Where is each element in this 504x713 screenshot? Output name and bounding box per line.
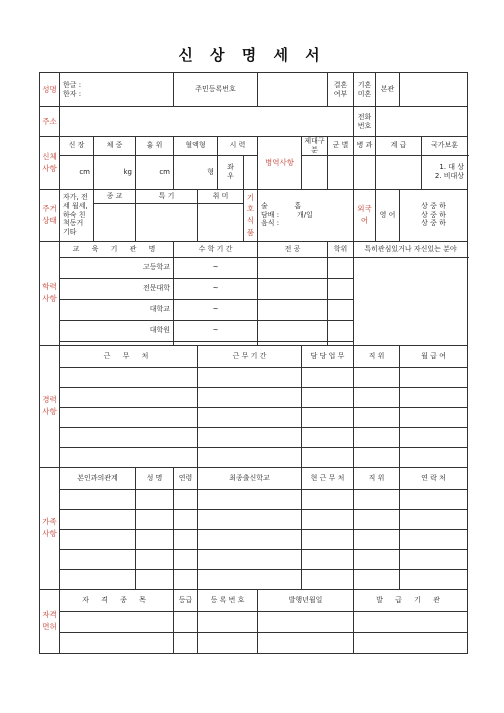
career-cell[interactable]	[354, 447, 400, 467]
family-header-school: 최종출신학교	[198, 467, 302, 489]
phone-field[interactable]	[376, 107, 468, 137]
edu-period[interactable]: ~	[174, 299, 258, 320]
family-label: 가족사항	[40, 467, 60, 589]
edu-row-highschool: 고등학교	[60, 257, 174, 278]
family-cell[interactable]	[174, 509, 198, 529]
edu-period[interactable]: ~	[174, 320, 258, 341]
family-cell[interactable]	[302, 529, 354, 549]
career-cell[interactable]	[302, 387, 354, 407]
alcohol-unit: 홉	[294, 201, 302, 210]
weight-field[interactable]: kg	[94, 155, 136, 189]
veteran-options[interactable]: 1. 대 상 2. 비대상	[422, 155, 468, 189]
language-levels[interactable]: 상 중 하 상 중 하 상 중 하	[400, 189, 468, 241]
edu-degree[interactable]	[328, 320, 354, 341]
license-cell[interactable]	[60, 632, 174, 653]
education-label: 학력사항	[40, 241, 60, 345]
marital-label: 결혼 여부	[328, 73, 354, 107]
family-header-position: 직 위	[354, 467, 400, 489]
family-cell[interactable]	[302, 489, 354, 509]
family-cell[interactable]	[400, 549, 468, 569]
edu-row-graduate: 대학원	[60, 320, 174, 341]
special-field[interactable]	[136, 203, 198, 241]
chest-field[interactable]: cm	[136, 155, 174, 189]
family-cell[interactable]	[174, 489, 198, 509]
preference-fields[interactable]	[258, 189, 354, 241]
family-cell[interactable]	[60, 569, 136, 589]
housing-label: 주거상태	[40, 189, 60, 241]
vision-field[interactable]	[244, 155, 258, 189]
family-cell[interactable]	[174, 569, 198, 589]
family-cell[interactable]	[400, 529, 468, 549]
family-cell[interactable]	[198, 529, 302, 549]
career-cell[interactable]	[60, 447, 198, 467]
license-cell[interactable]	[354, 611, 468, 632]
family-cell[interactable]	[400, 489, 468, 509]
edu-major[interactable]	[258, 299, 328, 320]
tobacco-label: 담배 :	[261, 210, 280, 219]
career-cell[interactable]	[354, 427, 400, 447]
family-cell[interactable]	[354, 569, 400, 589]
career-cell[interactable]	[302, 407, 354, 427]
family-header-relation: 본인과의관계	[60, 467, 136, 489]
edu-header-major: 전 공	[258, 241, 328, 257]
family-header-workplace: 현 근 무 처	[302, 467, 354, 489]
career-label: 경력사항	[40, 345, 60, 467]
license-cell[interactable]	[60, 611, 174, 632]
family-cell[interactable]	[354, 509, 400, 529]
blood-header: 혈액형	[174, 137, 218, 156]
discharge-field[interactable]	[302, 155, 328, 189]
license-cell[interactable]	[354, 632, 468, 653]
phone-label: 전화 번호	[354, 107, 376, 137]
edu-degree[interactable]	[328, 278, 354, 299]
career-cell[interactable]	[400, 407, 468, 427]
family-cell[interactable]	[302, 569, 354, 589]
religion-field[interactable]	[94, 203, 136, 241]
family-cell[interactable]	[136, 549, 174, 569]
career-cell[interactable]	[198, 447, 302, 467]
career-cell[interactable]	[198, 367, 302, 387]
career-cell[interactable]	[400, 427, 468, 447]
name-label: 성명	[40, 73, 60, 107]
hobby-header: 취 미	[198, 189, 244, 203]
career-cell[interactable]	[198, 407, 302, 427]
license-header-regno: 등 록 번 호	[198, 589, 258, 611]
english-label: 영 어	[376, 189, 400, 241]
license-cell[interactable]	[258, 611, 354, 632]
family-cell[interactable]	[136, 529, 174, 549]
branch-field[interactable]	[328, 155, 354, 189]
address-label: 주소	[40, 107, 60, 137]
license-header-grade: 등급	[174, 589, 198, 611]
career-cell[interactable]	[354, 387, 400, 407]
family-cell[interactable]	[174, 549, 198, 569]
family-cell[interactable]	[198, 569, 302, 589]
edu-period[interactable]: ~	[174, 278, 258, 299]
family-cell[interactable]	[302, 549, 354, 569]
license-header-issuer: 발 급 기 관	[354, 589, 468, 611]
vision-eye-labels: 좌 우	[218, 155, 244, 189]
form-table	[39, 72, 467, 654]
edu-period[interactable]: ~	[174, 257, 258, 278]
career-cell[interactable]	[400, 367, 468, 387]
career-header-salary: 월 급 여	[400, 345, 468, 367]
family-cell[interactable]	[136, 509, 174, 529]
family-cell[interactable]	[198, 549, 302, 569]
license-header-date: 발행년월일	[258, 589, 354, 611]
license-cell[interactable]	[198, 632, 258, 653]
preference-label: 기호식품	[244, 189, 258, 241]
body-label: 신체사항	[40, 137, 60, 190]
license-header-type: 자 격 종 목	[60, 589, 174, 611]
alcohol-label: 술	[261, 201, 268, 210]
family-cell[interactable]	[136, 489, 174, 509]
family-cell[interactable]	[302, 509, 354, 529]
career-cell[interactable]	[198, 427, 302, 447]
hanja-label: 한자 :	[63, 89, 82, 98]
family-cell[interactable]	[60, 489, 136, 509]
rank-header: 계 급	[376, 137, 422, 156]
resident-no-label: 주민등록번호	[174, 73, 258, 107]
family-cell[interactable]	[400, 569, 468, 589]
special-header: 특 기	[136, 189, 198, 203]
height-header: 신 장	[60, 137, 94, 156]
career-cell[interactable]	[60, 427, 198, 447]
arm-header: 병 과	[354, 137, 376, 156]
family-cell[interactable]	[60, 549, 136, 569]
discharge-header: 제대구분	[302, 137, 328, 156]
career-header-position: 직 위	[354, 345, 400, 367]
family-cell[interactable]	[400, 509, 468, 529]
family-header-contact: 연 락 처	[400, 467, 468, 489]
career-cell[interactable]	[60, 407, 198, 427]
family-cell[interactable]	[198, 489, 302, 509]
foreign-lang-label: 외국어	[354, 189, 376, 241]
edu-degree[interactable]	[328, 257, 354, 278]
hangul-label: 한글 :	[63, 80, 82, 89]
edu-header-interest: 특히관심있거나 자신있는 분야	[354, 241, 468, 257]
career-cell[interactable]	[302, 367, 354, 387]
origin-field[interactable]	[400, 73, 468, 107]
veteran-header: 국가보훈	[422, 137, 468, 156]
edu-header-school: 교 육 기 관 명	[60, 241, 174, 257]
religion-header: 종 교	[94, 189, 136, 203]
family-cell[interactable]	[354, 529, 400, 549]
origin-label: 본관	[376, 73, 400, 107]
name-fields[interactable]	[60, 73, 174, 107]
family-cell[interactable]	[198, 509, 302, 529]
career-cell[interactable]	[400, 387, 468, 407]
license-cell[interactable]	[198, 611, 258, 632]
family-cell[interactable]	[354, 549, 400, 569]
career-header-company: 근 무 처	[60, 345, 198, 367]
career-cell[interactable]	[302, 447, 354, 467]
edu-major[interactable]	[258, 278, 328, 299]
tobacco-unit: 개/일	[296, 210, 313, 219]
chest-header: 흉 위	[136, 137, 174, 156]
branch-header: 군 별	[328, 137, 354, 156]
career-header-duty: 담 당 업 무	[302, 345, 354, 367]
rank-field[interactable]	[376, 155, 422, 189]
address-field[interactable]	[60, 107, 354, 137]
family-header-age: 연령	[174, 467, 198, 489]
family-header-name: 성 명	[136, 467, 174, 489]
marital-options[interactable]: 기혼 미혼	[354, 73, 376, 107]
page-title: 신 상 명 세 서	[178, 46, 326, 64]
career-header-period: 근 무 기 간	[198, 345, 302, 367]
military-label: 병역사항	[258, 137, 302, 190]
edu-major[interactable]	[258, 257, 328, 278]
edu-row-college: 전문대학	[60, 278, 174, 299]
career-cell[interactable]	[400, 447, 468, 467]
family-cell[interactable]	[354, 489, 400, 509]
blood-field[interactable]: 형	[174, 155, 218, 189]
edu-header-period: 수 학 기 간	[174, 241, 258, 257]
edu-interest[interactable]	[354, 257, 468, 345]
career-cell[interactable]	[354, 367, 400, 387]
career-cell[interactable]	[302, 427, 354, 447]
height-field[interactable]: cm	[60, 155, 94, 189]
hobby-field[interactable]	[198, 203, 244, 241]
vision-header: 시 력	[218, 137, 258, 156]
license-cell[interactable]	[174, 611, 198, 632]
family-cell[interactable]	[174, 529, 198, 549]
career-cell[interactable]	[198, 387, 302, 407]
career-cell[interactable]	[60, 387, 198, 407]
edu-row-university: 대학교	[60, 299, 174, 320]
resident-no-field[interactable]	[258, 73, 328, 107]
career-cell[interactable]	[354, 407, 400, 427]
license-label: 자격면허	[40, 589, 60, 653]
edu-major[interactable]	[258, 320, 328, 341]
housing-options[interactable]: 자가, 전세 월세, 하숙 친척동거 기타	[60, 189, 94, 241]
arm-field[interactable]	[354, 155, 376, 189]
license-cell[interactable]	[174, 632, 198, 653]
family-cell[interactable]	[60, 529, 136, 549]
edu-degree[interactable]	[328, 299, 354, 320]
career-cell[interactable]	[60, 367, 198, 387]
food-label: 음식 :	[261, 219, 280, 228]
edu-header-degree: 학위	[328, 241, 354, 257]
weight-header: 체 중	[94, 137, 136, 156]
family-cell[interactable]	[136, 569, 174, 589]
license-cell[interactable]	[258, 632, 354, 653]
family-cell[interactable]	[60, 509, 136, 529]
